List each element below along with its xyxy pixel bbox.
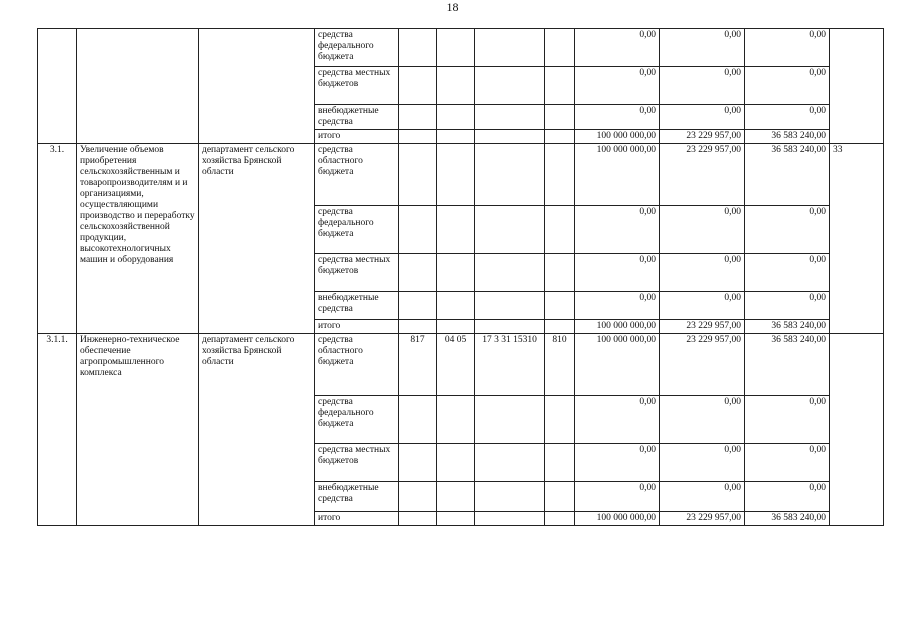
amount-cell: 0,00 — [575, 105, 660, 130]
amount-cell: 0,00 — [575, 29, 660, 67]
amount-cell: 23 229 957,00 — [660, 320, 745, 334]
amount-cell: 0,00 — [745, 396, 830, 444]
funding-source: внебюджетные средства — [315, 105, 399, 130]
amount-cell: 23 229 957,00 — [660, 512, 745, 526]
funding-source: средства областного бюджета — [315, 334, 399, 396]
item-executor: департамент сельского хозяйства Брянской области — [199, 334, 315, 526]
code-csr: 17 3 31 15310 — [475, 334, 545, 396]
amount-cell: 0,00 — [745, 444, 830, 482]
amount-cell: 0,00 — [660, 444, 745, 482]
amount-cell: 0,00 — [575, 292, 660, 320]
amount-cell: 0,00 — [745, 105, 830, 130]
amount-cell: 100 000 000,00 — [575, 512, 660, 526]
amount-cell: 0,00 — [660, 67, 745, 105]
amount-cell: 0,00 — [660, 396, 745, 444]
table-row — [38, 29, 884, 67]
funding-source: средства федерального бюджета — [315, 29, 399, 67]
code-grbs: 817 — [399, 334, 437, 396]
amount-cell: 23 229 957,00 — [660, 144, 745, 206]
amount-cell: 0,00 — [660, 105, 745, 130]
amount-cell: 36 583 240,00 — [745, 512, 830, 526]
amount-cell: 0,00 — [575, 67, 660, 105]
amount-cell: 0,00 — [575, 396, 660, 444]
amount-cell: 0,00 — [660, 206, 745, 254]
amount-cell: 0,00 — [745, 206, 830, 254]
amount-cell: 0,00 — [745, 254, 830, 292]
amount-cell: 100 000 000,00 — [575, 320, 660, 334]
item-index: 3.1. — [38, 144, 77, 334]
amount-cell: 36 583 240,00 — [745, 334, 830, 396]
funding-source: средства местных бюджетов — [315, 444, 399, 482]
cell-empty-index — [38, 29, 77, 144]
amount-cell: 0,00 — [660, 29, 745, 67]
code-rzpr: 04 05 — [437, 334, 475, 396]
amount-cell: 0,00 — [660, 254, 745, 292]
amount-cell: 23 229 957,00 — [660, 130, 745, 144]
code-vr: 810 — [545, 334, 575, 396]
cell-empty-name — [77, 29, 199, 144]
amount-cell: 0,00 — [575, 254, 660, 292]
amount-cell: 0,00 — [575, 482, 660, 512]
funding-source: средства местных бюджетов — [315, 67, 399, 105]
amount-cell: 0,00 — [575, 444, 660, 482]
funding-source: внебюджетные средства — [315, 482, 399, 512]
table-row — [38, 144, 884, 206]
amount-cell: 0,00 — [745, 292, 830, 320]
amount-cell: 0,00 — [745, 67, 830, 105]
indicator-value: 33 — [830, 144, 884, 334]
funding-source: внебюджетные средства — [315, 292, 399, 320]
page-number: 18 — [446, 0, 459, 14]
amount-cell: 0,00 — [745, 29, 830, 67]
amount-cell: 0,00 — [745, 482, 830, 512]
amount-cell: 100 000 000,00 — [575, 334, 660, 396]
amount-cell: 23 229 957,00 — [660, 334, 745, 396]
amount-cell: 0,00 — [660, 482, 745, 512]
funding-source: средства областного бюджета — [315, 144, 399, 206]
amount-cell: 36 583 240,00 — [745, 130, 830, 144]
amount-cell: 36 583 240,00 — [745, 144, 830, 206]
funding-source: средства федерального бюджета — [315, 396, 399, 444]
funding-source: средства федерального бюджета — [315, 206, 399, 254]
amount-cell: 100 000 000,00 — [575, 130, 660, 144]
item-name: Увеличение объемов приобретения сельскохозяйственным и товаропроизводителям и и организациями, осуществляющими производство и переработку сельскохозяйственной продукции, высокотехнологичных машин и оборудования — [77, 144, 199, 334]
amount-cell: 0,00 — [660, 292, 745, 320]
amount-cell: 0,00 — [575, 206, 660, 254]
item-executor: департамент сельского хозяйства Брянской области — [199, 144, 315, 334]
cell-empty-executor — [199, 29, 315, 144]
amount-cell: 36 583 240,00 — [745, 320, 830, 334]
funding-source: средства местных бюджетов — [315, 254, 399, 292]
table-row — [38, 334, 884, 396]
item-name: Инженерно-техническое обеспечение агропромышленного комплекса — [77, 334, 199, 526]
budget-table — [37, 28, 884, 526]
amount-cell: 100 000 000,00 — [575, 144, 660, 206]
funding-source: итого — [315, 512, 399, 526]
item-index: 3.1.1. — [38, 334, 77, 526]
funding-source: итого — [315, 130, 399, 144]
funding-source: итого — [315, 320, 399, 334]
